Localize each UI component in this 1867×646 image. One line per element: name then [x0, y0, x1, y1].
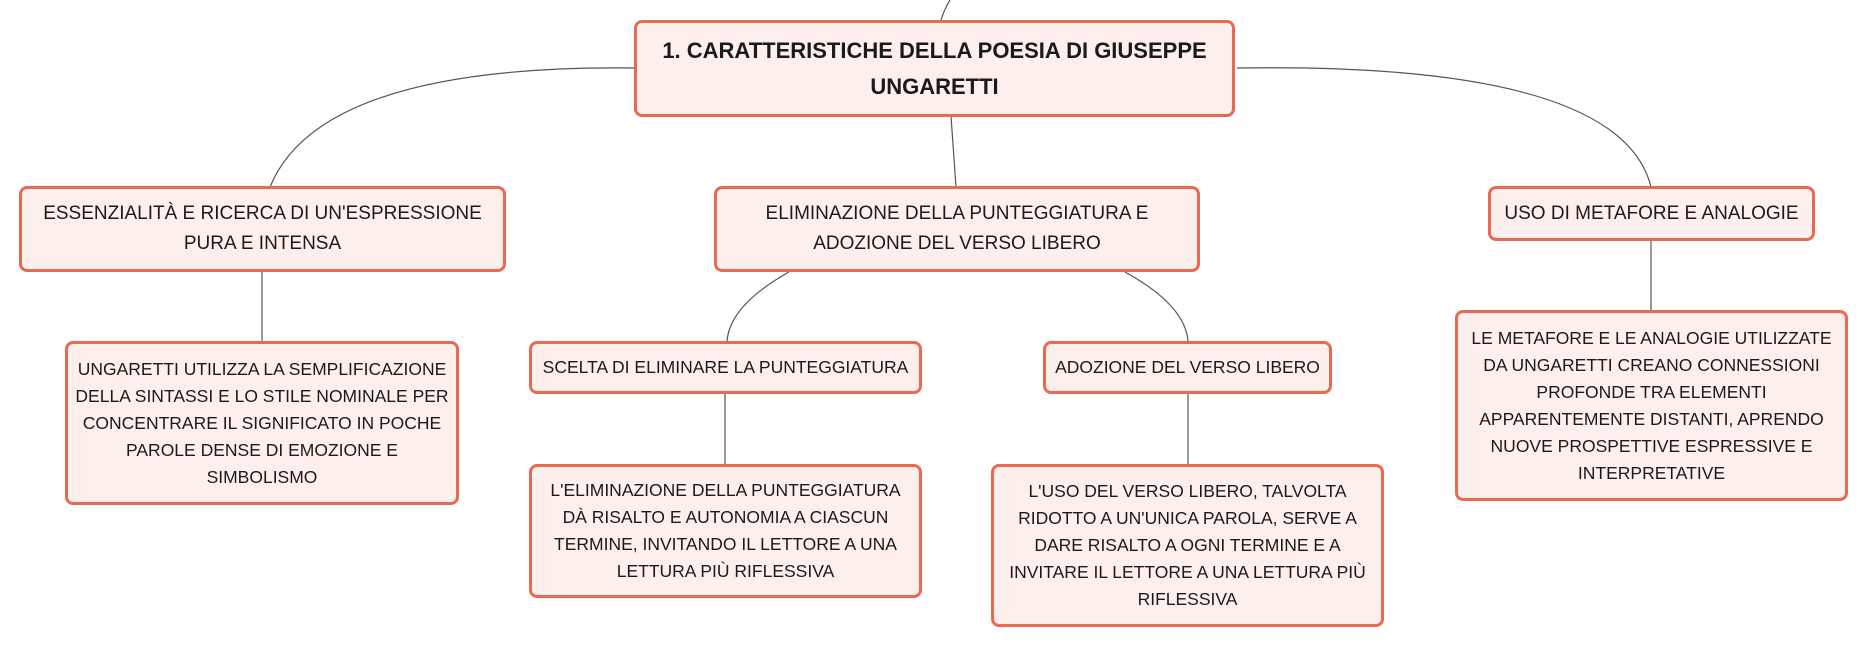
connector-branch-2-to-sub-1 — [727, 272, 789, 341]
detail-node-essenzialita-text: UNGARETTI UTILIZZA LA SEMPLIFICAZIONE DELLA SINTASSI E LO STILE NOMINALE PER CONCENTRARE IL SIGNIFICATO IN POCHE PAROLE DENSE DI EMOZIONE E SIMBOLISMO — [75, 358, 449, 487]
branch-node-metafore-analogie[interactable] — [1488, 186, 1815, 241]
branch-node-punteggiatura-verso-libero[interactable] — [714, 186, 1200, 272]
sub-node-verso-libero-label: ADOZIONE DEL VERSO LIBERO — [1055, 357, 1320, 377]
detail-node-verso-libero-text: L'USO DEL VERSO LIBERO, TALVOLTA RIDOTTO A UN'UNICA PAROLA, SERVE A DARE RISALTO A OGNI TERMINE E A INVITARE IL LETTORE A UNA LETTURA PIÙ RIFLESSIVA — [1009, 481, 1366, 609]
branch-node-metafore-analogie-label: USO DI METAFORE E ANALOGIE — [1504, 202, 1799, 224]
detail-node-metafore-analogie-text: LE METAFORE E LE ANALOGIE UTILIZZATE DA UNGARETTI CREANO CONNESSIONI PROFONDE TRA ELEMENTI APPARENTEMENTE DISTANTI, APRENDO NUOVE PROSPETTIVE ESPRESSIVE E INTERPRETATIVE — [1471, 327, 1832, 483]
connector-branch-2-to-sub-2 — [1125, 272, 1188, 341]
connector-root-incoming — [941, 0, 950, 20]
detail-node-eliminare-punteggiatura-text: L'ELIMINAZIONE DELLA PUNTEGGIATURA DÀ RISALTO E AUTONOMIA A CIASCUN TERMINE, INVITANDO IL LETTORE A UNA LETTURA PIÙ RIFLESSIVA — [550, 480, 901, 581]
sub-node-eliminare-punteggiatura-label: SCELTA DI ELIMINARE LA PUNTEGGIATURA — [542, 357, 909, 377]
branch-node-punteggiatura-verso-libero-label: ELIMINAZIONE DELLA PUNTEGGIATURA E ADOZIONE DEL VERSO LIBERO — [765, 203, 1149, 254]
root-node-label: 1. CARATTERISTICHE DELLA POESIA DI GIUSEPPE UNGARETTI — [662, 37, 1207, 99]
detail-node-eliminare-punteggiatura[interactable] — [529, 464, 922, 598]
detail-node-metafore-analogie[interactable] — [1455, 310, 1848, 501]
detail-node-verso-libero[interactable] — [991, 464, 1384, 627]
branch-node-essenzialita-label: ESSENZIALITÀ E RICERCA DI UN'ESPRESSIONE PURA E INTENSA — [43, 203, 482, 254]
branch-node-essenzialita[interactable] — [19, 186, 506, 272]
sub-node-eliminare-punteggiatura[interactable] — [529, 341, 922, 394]
sub-node-verso-libero[interactable] — [1043, 341, 1332, 394]
root-node[interactable] — [634, 20, 1235, 117]
connector-root-to-branch-2 — [951, 116, 956, 187]
detail-node-essenzialita[interactable] — [65, 341, 459, 505]
connector-root-to-branch-3 — [1237, 68, 1651, 187]
connector-root-to-branch-1 — [270, 68, 636, 187]
